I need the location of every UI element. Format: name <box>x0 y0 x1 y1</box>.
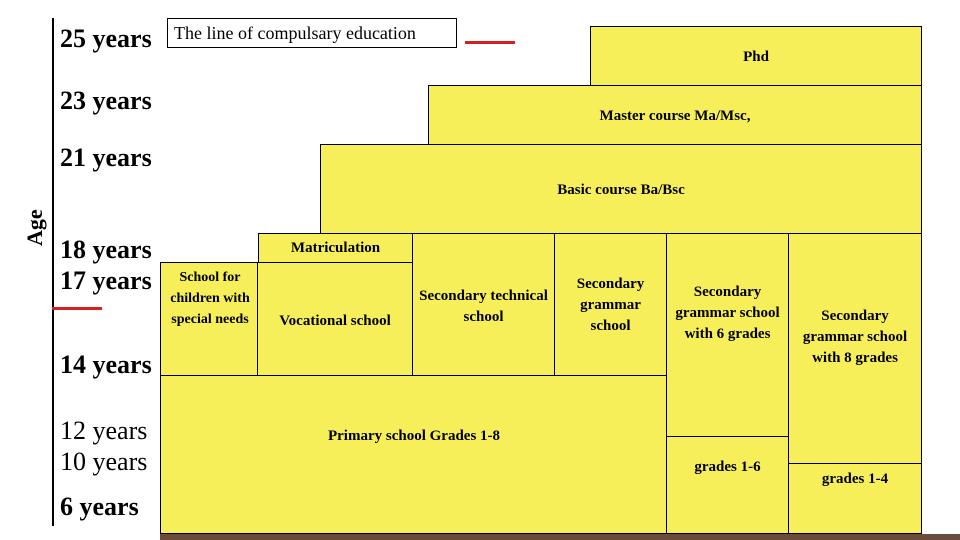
grammar6-box <box>666 233 789 437</box>
phd-label: Phd <box>743 49 769 65</box>
bottom-image-strip <box>160 534 960 540</box>
vocational-label: Vocational school <box>279 313 391 329</box>
primary-label: Primary school Grades 1-8 <box>327 428 501 444</box>
grammar8-label: Secondary grammar school with 8 grades <box>802 308 908 366</box>
matriculation-box <box>258 233 413 263</box>
basic-box <box>320 144 922 234</box>
age-label-17: 17 years <box>60 266 152 295</box>
master-label: Master course Ma/Msc, <box>599 108 751 124</box>
axis-title: Age <box>22 209 47 246</box>
age-label-12: 12 years <box>60 416 148 445</box>
vocational-box <box>257 262 413 376</box>
technical-box <box>412 233 555 376</box>
compulsory-education-caption: The line of compulsary education <box>167 18 457 48</box>
age-label-21: 21 years <box>60 143 152 172</box>
compulsory-line-marker-left <box>52 307 102 310</box>
grammar8-box <box>788 233 922 464</box>
grammar-box <box>554 233 667 376</box>
master-box <box>428 85 922 145</box>
age-label-14: 14 years <box>60 350 152 379</box>
age-label-6: 6 years <box>60 492 139 521</box>
grammar6-label: Secondary grammar school with 6 grades <box>675 284 780 342</box>
phd-box <box>590 26 922 86</box>
grades16-box <box>666 436 789 534</box>
age-label-25: 25 years <box>60 24 152 53</box>
matriculation-label: Matriculation <box>290 240 381 256</box>
primary-box <box>160 375 668 534</box>
basic-label: Basic course Ba/Bsc <box>557 182 685 198</box>
compulsory-line-marker-top <box>465 41 515 44</box>
technical-label: Secondary technical school <box>419 288 548 325</box>
grades14-label: grades 1-4 <box>821 471 889 487</box>
grammar-label: Secondary grammar school <box>576 276 645 334</box>
age-axis-line <box>52 18 54 526</box>
special-needs-label: School for children with special needs <box>170 270 250 327</box>
grades16-label: grades 1-6 <box>694 459 761 475</box>
age-label-18: 18 years <box>60 235 152 264</box>
special-needs-box <box>160 262 258 376</box>
age-label-23: 23 years <box>60 86 152 115</box>
grades14-box <box>788 463 922 534</box>
age-label-10: 10 years <box>60 447 148 476</box>
